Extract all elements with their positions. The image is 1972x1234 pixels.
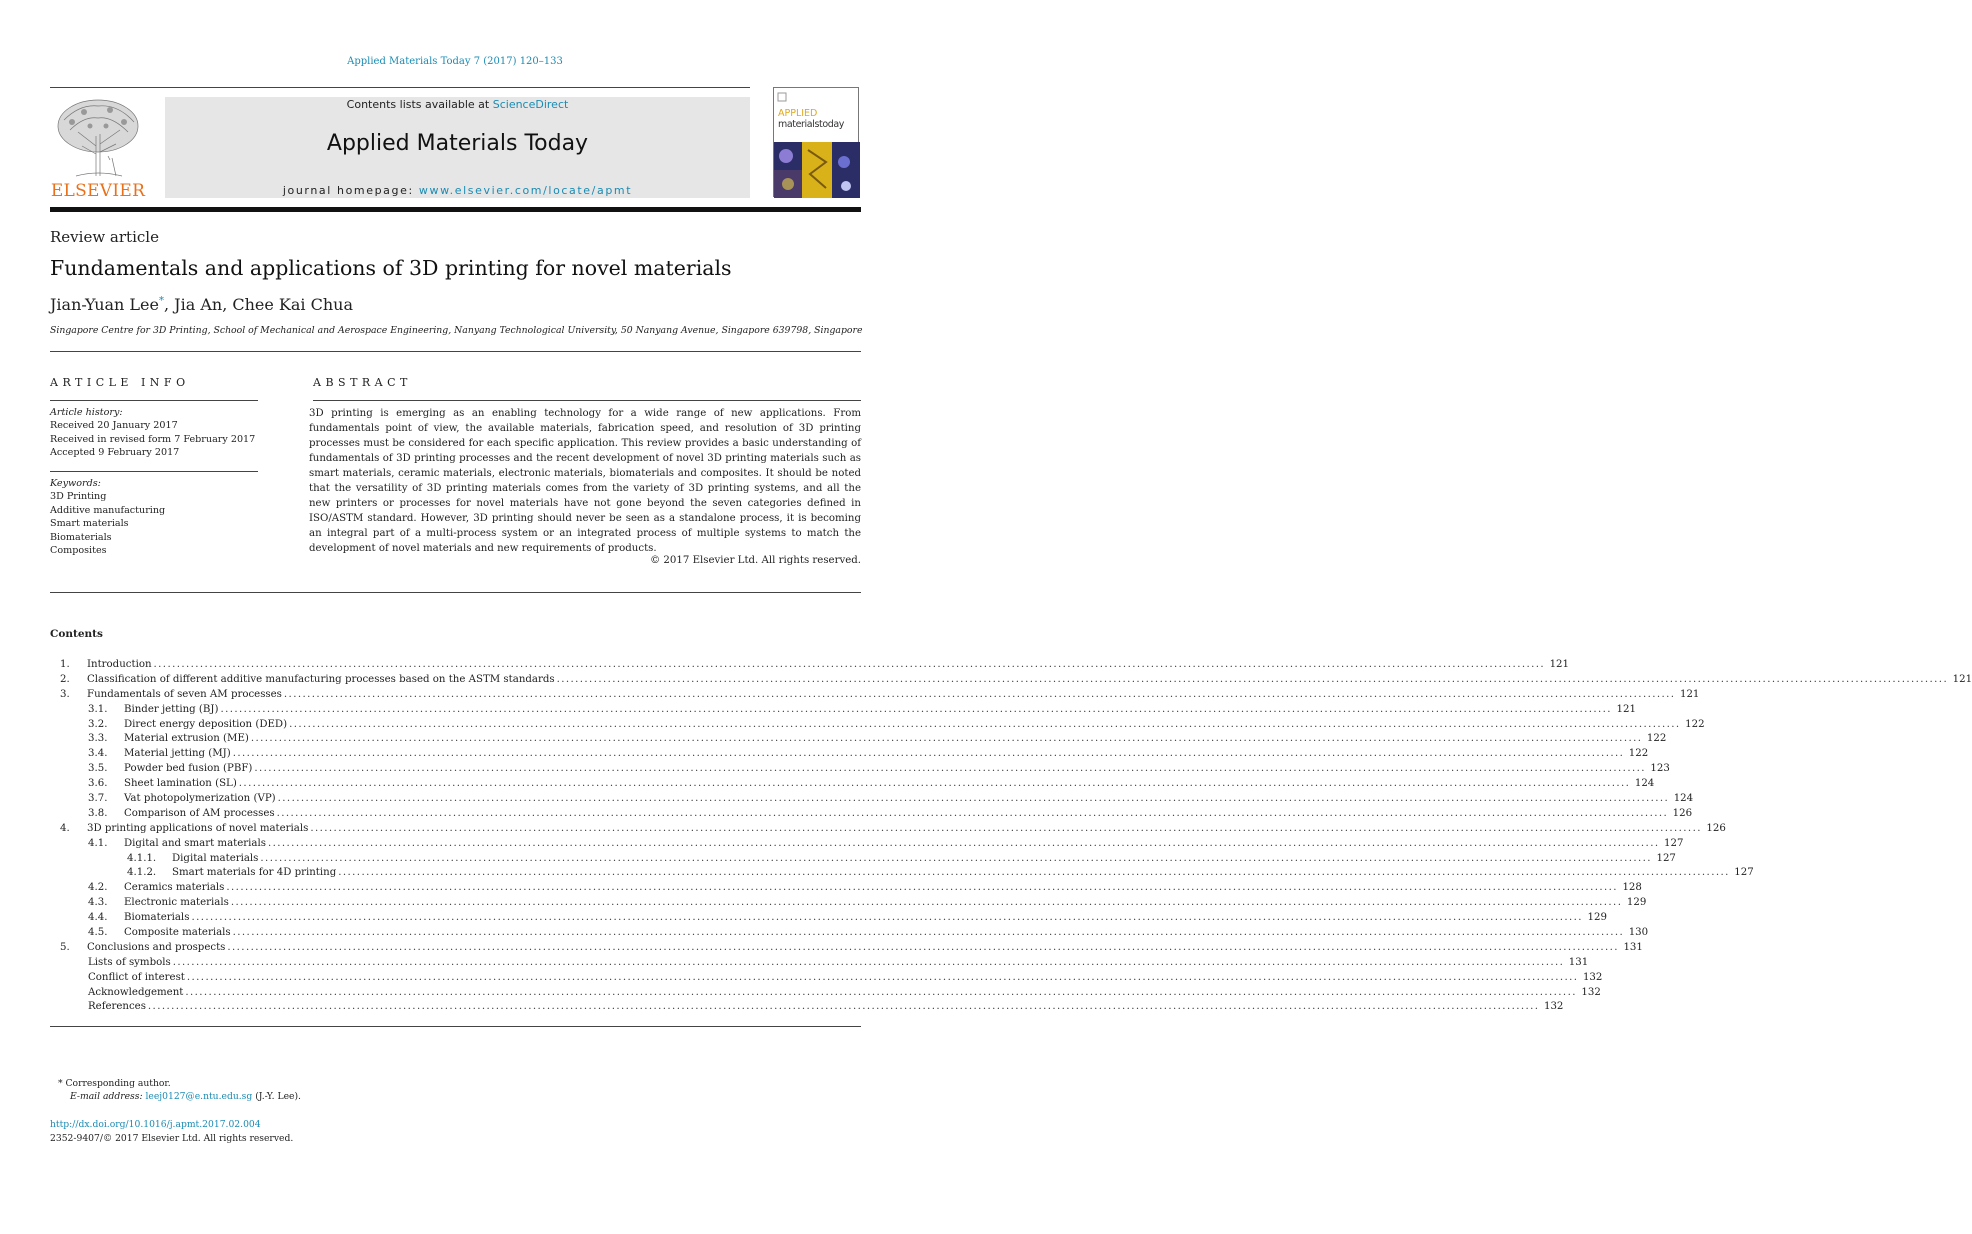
history-label: Article history:: [50, 407, 123, 418]
toc-entry[interactable]: [50, 986, 1601, 1001]
contents-available-line: [165, 98, 750, 111]
toc-leader-dots: ............................................................................................................................................................................................................................................................................................................: [172, 956, 1565, 968]
toc-leader-dots: ............................................................................................................................................................................................................................................................................................................: [277, 793, 1670, 805]
toc-entry[interactable]: [50, 1000, 1564, 1015]
rule-below-affiliation: [50, 351, 861, 352]
toc-entry[interactable]: [50, 792, 1694, 807]
toc-entry-page: 121: [1616, 703, 1636, 715]
toc-entry-title: Sheet lamination (SL): [124, 778, 237, 790]
toc-leader-dots: ............................................................................................................................................................................................................................................................................................................: [238, 778, 1631, 790]
toc-entry-page: 126: [1706, 822, 1726, 834]
other-authors: , Jia An, Chee Kai Chua: [164, 295, 354, 314]
toc-entry[interactable]: [50, 747, 1649, 762]
toc-entry-number: 3.2.: [88, 718, 108, 730]
toc-entry-title: Smart materials for 4D printing: [172, 867, 337, 879]
doi-link[interactable]: http://dx.doi.org/10.1016/j.apmt.2017.02.004: [50, 1119, 261, 1130]
keywords-rule: [50, 471, 258, 472]
toc-entry-number: 3.8.: [88, 807, 108, 819]
toc-entry-page: 131: [1568, 956, 1589, 968]
toc-entry-number: 3.6.: [88, 778, 108, 790]
table-of-contents: [50, 658, 1972, 1015]
toc-entry-title: Binder jetting (BJ): [124, 703, 219, 715]
toc-entry-number: 3.5.: [88, 763, 108, 775]
toc-entry-title: Powder bed fusion (PBF): [124, 763, 253, 775]
running-head[interactable]: Applied Materials Today 7 (2017) 120–133: [347, 56, 563, 67]
homepage-link[interactable]: www.elsevier.com/locate/apmt: [418, 184, 633, 197]
toc-leader-dots: ............................................................................................................................................................................................................................................................................................................: [556, 673, 1949, 685]
rule-above-contents: [50, 592, 861, 593]
toc-entry-title: Material extrusion (ME): [124, 733, 249, 745]
toc-entry[interactable]: [50, 837, 1684, 852]
toc-leader-dots: ............................................................................................................................................................................................................................................................................................................: [260, 852, 1652, 864]
revised-date: Received in revised form 7 February 2017: [50, 433, 256, 445]
toc-leader-dots: ............................................................................................................................................................................................................................................................................................................: [289, 718, 1681, 730]
abstract-heading: ABSTRACT: [313, 376, 412, 389]
toc-leader-dots: ............................................................................................................................................................................................................................................................................................................: [185, 986, 1577, 998]
toc-entry-title: Electronic materials: [124, 897, 229, 909]
toc-leader-dots: ............................................................................................................................................................................................................................................................................................................: [310, 822, 1702, 834]
toc-entry-title: 3D printing applications of novel materials: [87, 822, 309, 834]
contents-heading: Contents: [50, 628, 103, 640]
toc-entry-page: 121: [1549, 659, 1570, 670]
toc-entry[interactable]: [50, 822, 1726, 837]
toc-entry-number: 3.1.: [88, 703, 108, 715]
toc-entry-title: Direct energy deposition (DED): [124, 718, 288, 730]
top-rule: [50, 87, 750, 88]
toc-entry[interactable]: [50, 807, 1693, 822]
article-title: Fundamentals and applications of 3D printing for novel materials: [50, 256, 732, 280]
toc-leader-dots: ............................................................................................................................................................................................................................................................................................................: [147, 1001, 1540, 1013]
abstract-text: 3D printing is emerging as an enabling technology for a wide range of new applications. From fundamentals point of view, the available materials, fabrication speed, and resolution of 3D printing processes must be considered for each specific application. This review provides a basic understanding of fundamentals of 3D printing processes and the recent development of novel 3D printing materials such as smart materials, ceramic materials, electronic materials, biomaterials and composites. It should be noted that the versatility of 3D printing materials comes from the variety of 3D printing systems, and all the new printers or processes for novel materials have not gone beyond the seven categories defined in ISO/ASTM standard. However, 3D printing should never be seen as a standalone process, it is becoming an integral part of a multi-process system or an integrated process of multiple systems to match the development of novel materials and new requirements of products.: [309, 408, 861, 554]
toc-entry-page: 132: [1581, 986, 1601, 998]
toc-entry-page: 121: [1952, 673, 1972, 685]
toc-entry[interactable]: [50, 703, 1636, 718]
toc-entry[interactable]: [50, 718, 1705, 733]
toc-entry[interactable]: [50, 866, 1754, 881]
toc-entry-number: 3.3.: [88, 733, 108, 745]
toc-entry-number: 4.1.1.: [127, 852, 157, 864]
toc-entry-title: Vat photopolymerization (VP): [124, 793, 276, 805]
article-type: Review article: [50, 228, 159, 246]
toc-entry-title: Composite materials: [124, 927, 231, 939]
toc-leader-dots: ............................................................................................................................................................................................................................................................................................................: [227, 941, 1619, 953]
keyword: Smart materials: [50, 518, 129, 530]
toc-entry-number: 1.: [60, 659, 70, 670]
cover-title-line1: APPLIED: [778, 108, 818, 119]
journal-cover-thumbnail: [773, 87, 859, 197]
abstract-rule: [313, 400, 861, 401]
toc-entry-title: Introduction: [87, 659, 152, 670]
toc-entry-page: 129: [1626, 897, 1647, 909]
toc-entry-title: Lists of symbols: [88, 956, 171, 968]
toc-entry-page: 132: [1543, 1001, 1564, 1013]
toc-entry-title: Material jetting (MJ): [124, 748, 231, 760]
article-history: [50, 406, 255, 460]
toc-entry[interactable]: [50, 658, 1570, 673]
accepted-date: Accepted 9 February 2017: [50, 447, 180, 459]
toc-entry-page: 123: [1650, 763, 1670, 775]
keywords: [50, 477, 165, 557]
toc-entry[interactable]: [50, 896, 1647, 911]
toc-entry[interactable]: [50, 941, 1643, 956]
toc-leader-dots: ............................................................................................................................................................................................................................................................................................................: [232, 748, 1625, 760]
toc-entry-page: 131: [1623, 941, 1643, 953]
toc-entry-title: Digital materials: [172, 852, 259, 864]
toc-entry-page: 126: [1672, 807, 1693, 819]
toc-entry[interactable]: [50, 971, 1603, 986]
sciencedirect-link[interactable]: ScienceDirect: [492, 98, 569, 111]
toc-entry-number: 2.: [60, 673, 70, 685]
toc-leader-dots: ............................................................................................................................................................................................................................................................................................................: [250, 733, 1643, 745]
article-info-rule: [50, 400, 258, 401]
keyword: Biomaterials: [50, 531, 112, 543]
toc-leader-dots: ............................................................................................................................................................................................................................................................................................................: [226, 882, 1618, 894]
toc-entry-number: 3.: [60, 688, 70, 700]
cover-title-line2: materialstoday: [778, 119, 845, 130]
toc-entry-number: 4.3.: [88, 897, 108, 909]
toc-entry-title: Conclusions and prospects: [87, 941, 226, 953]
email-suffix: (J.-Y. Lee).: [252, 1091, 301, 1102]
keyword: Composites: [50, 545, 107, 557]
toc-entry-page: 121: [1679, 688, 1700, 700]
author-lee: Jian-Yuan Lee: [50, 295, 159, 314]
toc-leader-dots: ............................................................................................................................................................................................................................................................................................................: [230, 897, 1623, 909]
header-thick-rule: [50, 207, 861, 212]
toc-entry-number: 4.1.2.: [127, 867, 157, 879]
rule-below-contents: [50, 1026, 861, 1027]
toc-leader-dots: ............................................................................................................................................................................................................................................................................................................: [283, 688, 1676, 700]
email-link[interactable]: leej0127@e.ntu.edu.sg: [145, 1091, 253, 1102]
homepage-prefix: journal homepage:: [282, 184, 419, 197]
toc-entry-page: 124: [1673, 793, 1694, 805]
toc-entry[interactable]: [50, 852, 1676, 867]
toc-entry-page: 122: [1646, 733, 1667, 745]
toc-entry-number: 4.5.: [88, 927, 108, 939]
toc-leader-dots: ............................................................................................................................................................................................................................................................................................................: [220, 703, 1612, 715]
toc-entry-number: 4.: [60, 822, 70, 834]
cover-logo-icon: [777, 92, 787, 102]
toc-entry-page: 122: [1628, 748, 1649, 760]
toc-leader-dots: ............................................................................................................................................................................................................................................................................................................: [276, 807, 1669, 819]
toc-entry-title: Classification of different additive manufacturing processes based on the ASTM standards: [87, 673, 555, 685]
toc-leader-dots: ............................................................................................................................................................................................................................................................................................................: [232, 927, 1625, 939]
issn-line: 2352-9407/© 2017 Elsevier Ltd. All rights reserved.: [50, 1133, 294, 1144]
toc-leader-dots: ............................................................................................................................................................................................................................................................................................................: [254, 763, 1646, 775]
toc-entry[interactable]: [50, 926, 1649, 941]
toc-entry[interactable]: [50, 881, 1642, 896]
journal-title: Applied Materials Today: [326, 131, 589, 156]
email-footnote: [70, 1091, 301, 1102]
elsevier-wordmark: ELSEVIER: [50, 181, 146, 201]
toc-entry-page: 127: [1734, 867, 1754, 879]
toc-entry-page: 128: [1622, 882, 1642, 894]
toc-entry[interactable]: [50, 956, 1589, 971]
abstract-copyright: © 2017 Elsevier Ltd. All rights reserved.: [649, 555, 861, 566]
keywords-label: Keywords:: [50, 478, 101, 489]
corresponding-author-footnote: * Corresponding author.: [58, 1078, 171, 1089]
toc-leader-dots: ............................................................................................................................................................................................................................................................................................................: [191, 912, 1583, 924]
toc-entry-title: Digital and smart materials: [124, 837, 266, 849]
toc-entry-title: Biomaterials: [124, 912, 190, 924]
toc-entry[interactable]: [50, 673, 1972, 688]
toc-entry-number: 3.7.: [88, 793, 108, 805]
toc-leader-dots: ............................................................................................................................................................................................................................................................................................................: [338, 867, 1730, 879]
toc-entry[interactable]: [50, 777, 1655, 792]
toc-entry-number: 3.4.: [88, 748, 108, 760]
corresponding-author-mark[interactable]: *: [159, 295, 164, 307]
toc-entry-title: Fundamentals of seven AM processes: [87, 688, 282, 700]
keyword: Additive manufacturing: [50, 504, 166, 516]
toc-entry-page: 124: [1634, 778, 1655, 790]
toc-entry-page: 127: [1664, 837, 1684, 849]
received-date: Received 20 January 2017: [50, 420, 178, 432]
cover-image: [774, 142, 860, 198]
toc-entry-number: 4.4.: [88, 912, 108, 924]
affiliation: Singapore Centre for 3D Printing, School of Mechanical and Aerospace Engineering, Nanyang Technological University, 50 Nanyang Avenue, Singapore 639798, Singapore: [50, 325, 863, 336]
toc-entry-title: Ceramics materials: [124, 882, 225, 894]
toc-entry-title: References: [88, 1001, 146, 1013]
toc-entry-page: 129: [1587, 912, 1607, 924]
toc-entry-page: 122: [1685, 718, 1705, 730]
toc-entry-number: 5.: [60, 941, 70, 953]
toc-entry-page: 130: [1628, 927, 1649, 939]
toc-entry[interactable]: [50, 732, 1667, 747]
toc-leader-dots: ............................................................................................................................................................................................................................................................................................................: [186, 971, 1579, 983]
journal-homepage-line: [165, 184, 750, 197]
toc-leader-dots: ............................................................................................................................................................................................................................................................................................................: [267, 837, 1660, 849]
toc-entry-page: 127: [1656, 852, 1676, 864]
article-info-heading: ARTICLE INFO: [50, 376, 190, 389]
toc-entry-page: 132: [1582, 971, 1603, 983]
contents-prefix: Contents lists available at: [346, 98, 493, 111]
toc-entry-title: Comparison of AM processes: [124, 807, 275, 819]
toc-entry-title: Acknowledgement: [88, 986, 184, 998]
toc-entry[interactable]: [50, 762, 1670, 777]
keyword: 3D Printing: [50, 491, 107, 503]
toc-entry-number: 4.2.: [88, 882, 108, 894]
toc-leader-dots: ............................................................................................................................................................................................................................................................................................................: [153, 659, 1546, 670]
toc-entry-number: 4.1.: [88, 837, 108, 849]
email-label: E-mail address:: [70, 1091, 146, 1102]
toc-entry-title: Conflict of interest: [88, 971, 185, 983]
author-list: [50, 295, 353, 314]
toc-entry[interactable]: [50, 911, 1607, 926]
toc-entry[interactable]: [50, 688, 1700, 703]
